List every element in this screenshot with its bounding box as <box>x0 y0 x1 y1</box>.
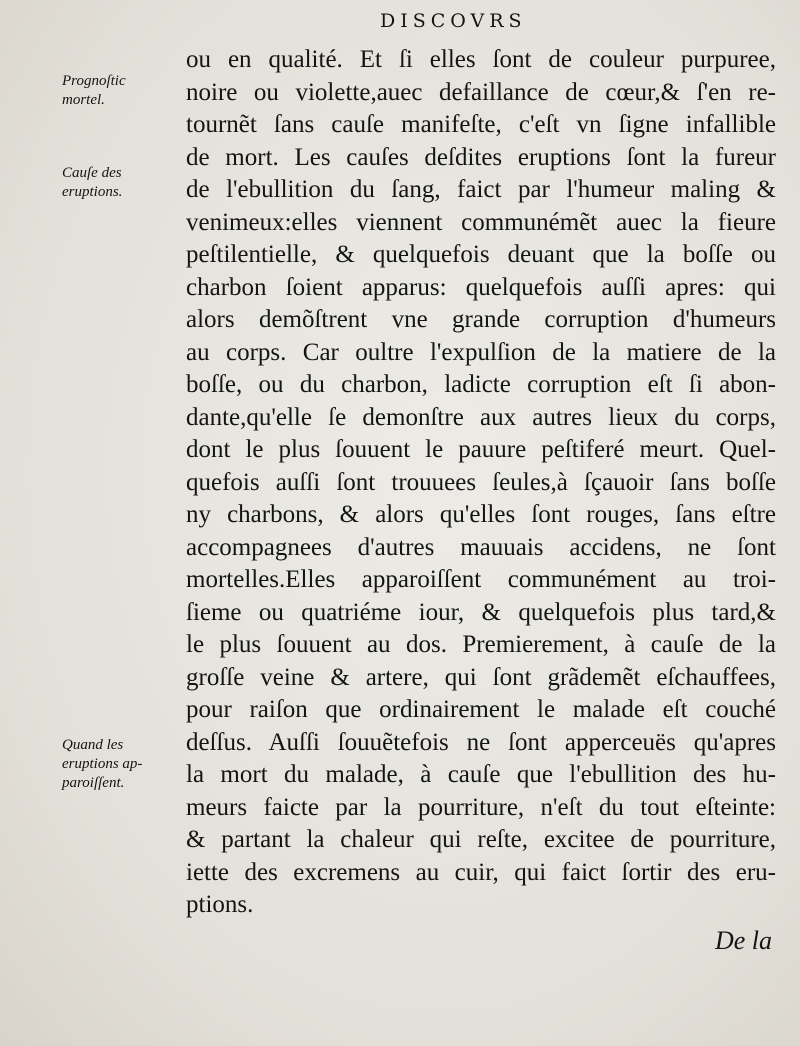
margin-note-prognostic <box>62 72 174 110</box>
margin-note-line: mortel. <box>62 92 105 108</box>
margin-note-line: Cauſe des <box>62 165 122 181</box>
text-line: pour raiſon que ordinairement le malade eſt couché <box>186 696 776 723</box>
text-line: boſſe, ou du charbon, ladicte corruption eſt ſi abon- <box>186 371 776 398</box>
body-text <box>186 44 776 922</box>
text-line: dante,qu'elle ſe demonſtre aux autres lieux du corps, <box>186 403 776 431</box>
text-line: deſſus. Auſſi ſouuẽtefois ne ſont apperceuës qu'apres <box>186 728 776 756</box>
text-line: au corps. Car oultre l'expulſion de la matiere de la <box>186 338 776 366</box>
text-line: noire ou violette,auec defaillance de cœur,& ſ'en re- <box>186 78 776 106</box>
text-line: le plus ſouuent au dos. Premierement, à cauſe de la <box>186 631 776 658</box>
margin-note-cause <box>62 164 174 202</box>
text-line: de l'ebullition du ſang, faict par l'humeur maling & <box>186 176 776 203</box>
text-line: la mort du malade, à cauſe que l'ebullition des hu- <box>186 761 776 788</box>
text-line: quefois auſſi ſont trouuees ſeules,à ſçauoir ſans boſſe <box>186 468 776 496</box>
text-line: ptions. <box>186 891 254 918</box>
text-line: accompagnees d'autres mauuais accidens, ne ſont <box>186 533 776 561</box>
text-line: ou en qualité. Et ſi elles ſont de couleur purpuree, <box>186 46 776 73</box>
text-line: charbon ſoient apparus: quelquefois auſſi apres: qui <box>186 273 776 301</box>
margin-note-line: paroiſſent. <box>62 775 125 791</box>
text-line: de mort. Les cauſes deſdites eruptions ſont la fureur <box>186 143 776 171</box>
running-title: DISCOVRS <box>380 10 527 32</box>
text-line: venimeux:elles viennent communémẽt auec la fieure <box>186 208 776 236</box>
margin-note-line: eruptions. <box>62 184 123 200</box>
text-line: alors demõſtrent vne grande corruption d'humeurs <box>186 306 776 333</box>
text-line: peſtilentielle, & quelquefois deuant que la boſſe ou <box>186 241 776 268</box>
text-line: iette des excremens au cuir, qui faict ſortir des eru- <box>186 858 776 886</box>
margin-note-line: Prognoſtic <box>62 73 126 89</box>
text-line: ſieme ou quatriéme iour, & quelquefois plus tard,& <box>186 598 776 626</box>
text-line: ny charbons, & alors qu'elles ſont rouges, ſans eſtre <box>186 501 776 528</box>
margin-note-quand <box>62 736 180 793</box>
text-line: mortelles.Elles apparoiſſent communément au troi- <box>186 566 776 593</box>
margin-note-line: Quand les <box>62 737 124 753</box>
text-line: dont le plus ſouuent le pauure peſtiferé meurt. Quel- <box>186 436 776 463</box>
margin-note-line: eruptions ap- <box>62 756 143 772</box>
text-line: groſſe veine & artere, qui ſont grãdemẽt eſchauffees, <box>186 663 776 691</box>
text-line: tournẽt ſans cauſe manifeſte, c'eſt vn ſigne infallible <box>186 111 776 138</box>
text-line: meurs faicte par la pourriture, n'eſt du tout eſteinte: <box>186 793 776 821</box>
text-line: & partant la chaleur qui reſte, excitee de pourriture, <box>186 826 776 853</box>
catchword: De la <box>714 926 772 955</box>
